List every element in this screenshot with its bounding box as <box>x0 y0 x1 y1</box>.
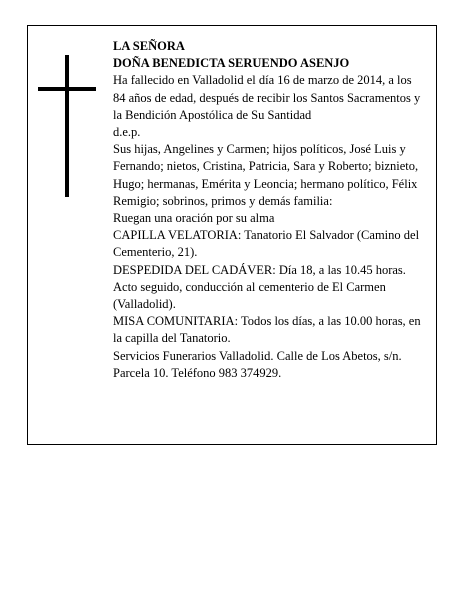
death-info: Ha fallecido en Valladolid el día 16 de marzo de 2014, a los 84 años de edad, después de recibir los Santos Sacramentos y la Bendición Apostólica de Su Santidad <box>113 73 421 122</box>
obituary-text <box>113 38 423 382</box>
prayer-request: Ruegan una oración por su alma <box>113 211 275 226</box>
funeral-services-info: Servicios Funerarios Valladolid. Calle de Los Abetos, s/n. Parcela 10. Teléfono 983 374929. <box>113 348 402 380</box>
deceased-name: DOÑA BENEDICTA SERUENDO ASENJO <box>113 56 350 71</box>
farewell-info: DESPEDIDA DEL CADÁVER: Día 18, a las 10.45 horas. Acto seguido, conducción al cementerio de El Carmen (Valladolid). <box>113 262 406 312</box>
latin-cross-icon <box>38 55 96 197</box>
notice-title: LA SEÑORA <box>113 39 185 53</box>
cross-vertical-bar <box>65 55 69 197</box>
family-list: Sus hijas, Angelines y Carmen; hijos políticos, José Luis y Fernando; nietos, Cristina, Patricia, Sara y Roberto; biznieto, Hugo; hermanas, Emérita y Leoncia; hermano político, Félix Remigio; sobrinos, primos y demás familia: <box>113 142 419 208</box>
dep-abbreviation: d.e.p. <box>113 125 141 140</box>
mass-info: MISA COMUNITARIA: Todos los días, a las 10.00 horas, en la capilla del Tanatorio. <box>113 314 421 346</box>
chapel-info: CAPILLA VELATORIA: Tanatorio El Salvador (Camino del Cementerio, 21). <box>113 228 420 260</box>
cross-horizontal-bar <box>38 87 96 91</box>
